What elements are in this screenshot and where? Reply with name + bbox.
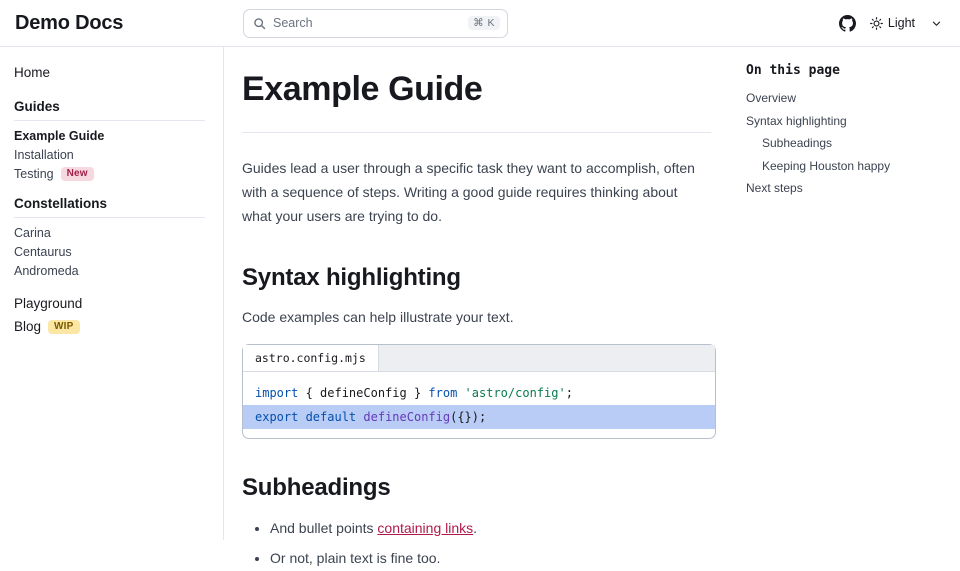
table-of-contents — [735, 47, 960, 540]
search-icon — [253, 17, 266, 30]
sidebar-group-constellations — [14, 196, 205, 280]
list-item-text-suffix: . — [473, 519, 478, 536]
page-title: Example Guide — [242, 69, 711, 133]
theme-selector[interactable] — [870, 16, 942, 30]
status-badge-wip: WIP — [48, 320, 80, 334]
code-line-highlighted: export default defineConfig({}); — [243, 405, 715, 429]
sidebar-group-title: Constellations — [14, 196, 205, 218]
sidebar-item-andromeda[interactable] — [14, 261, 205, 280]
toc-title: On this page — [746, 63, 840, 78]
sidebar-item-label: Blog — [14, 319, 42, 334]
toc-link-subheadings[interactable]: Subheadings — [762, 136, 833, 151]
site-title[interactable]: Demo Docs — [15, 11, 124, 34]
intro-paragraph: Guides lead a user through a specific task they want to accomplish, often with a sequence of steps. Writing a good guide requires thinking about what your users are trying to do. — [242, 159, 695, 224]
sidebar-item-label: Installation — [14, 147, 74, 162]
header-actions — [839, 15, 946, 32]
toc-link-syntax-highlighting[interactable]: Syntax highlighting — [746, 113, 847, 128]
sidebar-item-example-guide[interactable] — [14, 126, 205, 145]
page-body — [0, 47, 960, 567]
code-content — [243, 372, 715, 438]
list-item — [270, 516, 711, 541]
sidebar-item-label: Andromeda — [14, 263, 79, 278]
code-tab-bar — [243, 345, 715, 372]
chevron-down-icon[interactable] — [931, 18, 942, 29]
sidebar-item-label: Testing — [14, 166, 54, 181]
toc-link-overview[interactable]: Overview — [746, 91, 797, 105]
sidebar-group-guides — [14, 99, 205, 183]
code-tab-filename[interactable]: astro.config.mjs — [243, 345, 379, 371]
sun-icon — [870, 17, 883, 30]
sidebar-group-title: Guides — [14, 99, 205, 121]
site-header — [0, 0, 960, 47]
sidebar-item-blog[interactable] — [14, 315, 205, 338]
code-block — [242, 344, 716, 439]
theme-label: Light — [887, 16, 915, 30]
sidebar — [0, 47, 224, 540]
sidebar-item-label: Centaurus — [14, 244, 72, 259]
sidebar-item-centaurus[interactable] — [14, 242, 205, 261]
search-shortcut-badge: ⌘ K — [468, 16, 500, 31]
sidebar-item-carina[interactable] — [14, 223, 205, 242]
list-item — [270, 546, 711, 571]
inline-link[interactable]: containing links — [377, 519, 474, 536]
toc-link-next-steps[interactable]: Next steps — [746, 181, 803, 196]
search-container — [243, 9, 508, 38]
sidebar-item-testing[interactable] — [14, 164, 205, 183]
syntax-paragraph: Code examples can help illustrate your text. — [242, 309, 514, 326]
sidebar-item-label: Carina — [14, 225, 51, 240]
search-input[interactable] — [243, 9, 508, 38]
search-placeholder: Search — [273, 16, 313, 30]
status-badge-new: New — [61, 167, 94, 181]
sidebar-item-home[interactable]: Home — [14, 65, 51, 80]
heading-subheadings: Subheadings — [242, 473, 391, 501]
toc-link-keeping-houston-happy[interactable]: Keeping Houston happy — [762, 158, 891, 173]
code-line: import { defineConfig } from 'astro/config'; — [255, 385, 573, 400]
sidebar-item-label: Playground — [14, 296, 83, 311]
sidebar-item-installation[interactable] — [14, 145, 205, 164]
sidebar-item-label: Example Guide — [14, 128, 105, 143]
github-icon[interactable] — [839, 15, 856, 32]
list-item-text: And bullet points — [270, 519, 378, 536]
main-content — [224, 47, 735, 567]
sidebar-item-playground[interactable] — [14, 292, 205, 315]
heading-syntax-highlighting: Syntax highlighting — [242, 264, 461, 292]
list-item-text: Or not, plain text is fine too. — [270, 550, 441, 567]
bullet-list — [242, 516, 711, 571]
